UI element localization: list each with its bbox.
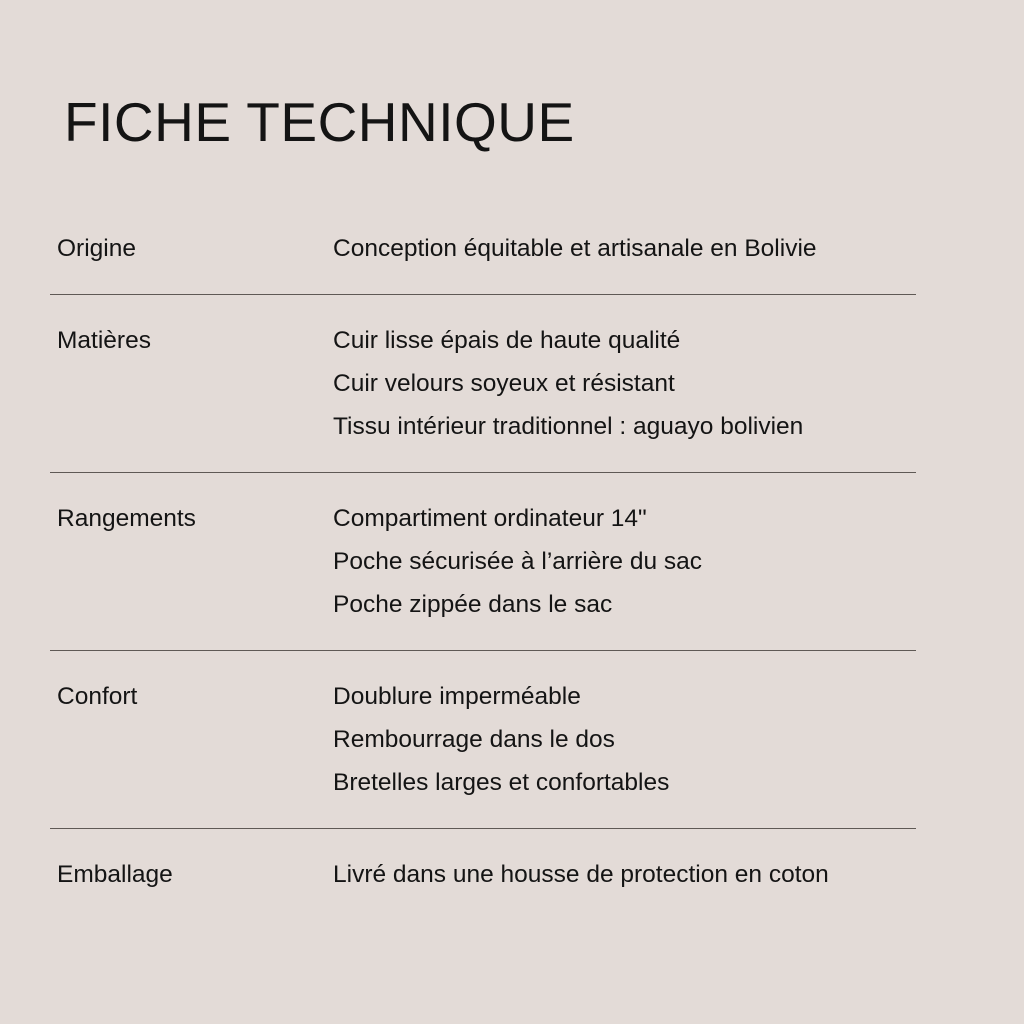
- spec-value-line: Cuir lisse épais de haute qualité: [333, 327, 681, 354]
- spec-row: [50, 651, 916, 829]
- spec-row-values: [333, 319, 916, 448]
- spec-value-line: Doublure imperméable: [333, 683, 581, 710]
- spec-row-label: Rangements: [57, 505, 196, 532]
- spec-value-line: Bretelles larges et confortables: [333, 769, 670, 796]
- spec-row: [50, 829, 916, 920]
- spec-value-line: Tissu intérieur traditionnel : aguayo bolivien: [333, 413, 804, 440]
- spec-row-label: Emballage: [57, 861, 173, 888]
- spec-row-values: [333, 497, 916, 626]
- spec-value-line: Conception équitable et artisanale en Bolivie: [333, 235, 817, 262]
- spec-row-values: [333, 675, 916, 804]
- spec-row: [50, 203, 916, 295]
- spec-value-line: Rembourrage dans le dos: [333, 726, 615, 753]
- spec-value-line: Poche sécurisée à l’arrière du sac: [333, 548, 703, 575]
- spec-row-label: Confort: [57, 683, 138, 710]
- page-title: FICHE TECHNIQUE: [64, 90, 575, 153]
- spec-row: [50, 473, 916, 651]
- spec-value-line: Compartiment ordinateur 14": [333, 505, 647, 532]
- spec-row: [50, 295, 916, 473]
- spec-value-line: Cuir velours soyeux et résistant: [333, 370, 675, 397]
- spec-row-values: [333, 853, 916, 896]
- spec-value-line: Livré dans une housse de protection en coton: [333, 861, 829, 888]
- spec-value-line: Poche zippée dans le sac: [333, 591, 613, 618]
- spec-row-label: Origine: [57, 235, 136, 262]
- spec-row-label: Matières: [57, 327, 151, 354]
- spec-table: [50, 203, 916, 920]
- spec-row-values: [333, 227, 916, 270]
